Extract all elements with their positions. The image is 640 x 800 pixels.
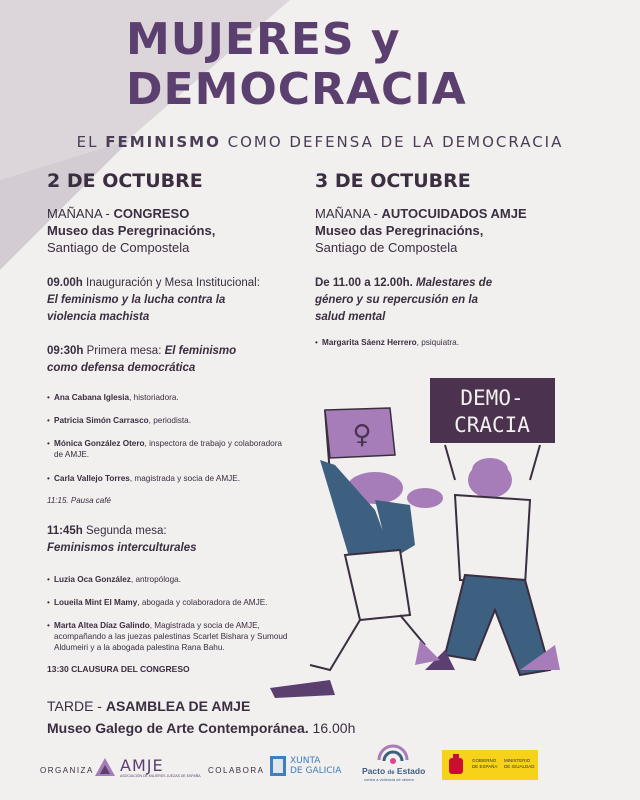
spain-coat-of-arms-icon: [446, 754, 466, 776]
panel1-speaker-4: • Carla Vallejo Torres, magistrada y socia de AMJE.: [54, 473, 240, 484]
gobierno-logo: [442, 750, 538, 780]
ministerio-text: MINISTERIO DE IGUALDAD: [504, 758, 535, 769]
xunta-logo-text: XUNTA DE GALICIA: [290, 756, 342, 776]
sign-line-1: DEMO-: [460, 386, 524, 410]
gobierno-text: GOBIERNO DE ESPAÑA: [472, 758, 498, 769]
sign-line-2: CRACIA: [454, 413, 530, 437]
evening-session: TARDE - ASAMBLEA DE AMJE Museo Galego de Arte Contemporánea. 16.00h: [47, 698, 356, 736]
day2-topic: De 11.00 a 12.00h. Malestares de género y su repercusión en la salud mental: [315, 277, 493, 323]
subtitle: EL FEMINISMO COMO DEFENSA DE LA DEMOCRACIA: [76, 133, 564, 151]
day1-item2: 09:30h Primera mesa: El feminismo como defensa democrática: [47, 345, 237, 374]
pacto-logo-icon: [373, 742, 413, 766]
panel1-speaker-3: • Mónica González Otero, inspectora de trabajo y colaboradora de AMJE.: [54, 438, 314, 460]
title-line-1: MUJERES y: [126, 14, 401, 65]
closing: 13:30 CLAUSURA DEL CONGRESO: [47, 664, 190, 674]
day1-item3: 11:45h Segunda mesa: Feminismos interculturales: [47, 525, 197, 554]
coffee-break: 11:15. Pausa café: [47, 496, 111, 505]
panel2-speaker-1: • Luzia Oca González, antropóloga.: [54, 574, 181, 585]
pacto-logo-text: Pacto de Estado: [362, 766, 426, 776]
amje-logo-icon: [94, 757, 116, 777]
panel1-speaker-1: • Ana Cabana Iglesia, historiadora.: [54, 392, 179, 403]
xunta-flag-icon: [270, 756, 286, 776]
day1-session: MAÑANA - CONGRESO Museo das Peregrinacións, Santiago de Compostela: [47, 206, 216, 255]
panel1-speaker-2: • Patricia Simón Carrasco, periodista.: [54, 415, 191, 426]
day2-speaker: • Margarita Sáenz Herrero, psiquiatra.: [322, 337, 459, 348]
venus-symbol: ♀: [352, 420, 372, 450]
day2-session: MAÑANA - AUTOCUIDADOS AMJE Museo das Peregrinacións, Santiago de Compostela: [315, 206, 527, 255]
organiza-label: ORGANIZA: [40, 766, 94, 775]
colabora-label: COLABORA: [208, 766, 265, 775]
panel2-speaker-3: • Marta Altea Díaz Galindo, Magistrada y socia de AMJE, acompañando a las juezas palestinas Scarlet Bishara y Sumoud Aldumeiri y a la abogada palestina Rana Bahu.: [54, 620, 324, 653]
panel2-speaker-2: • Loueila Mint El Mamy, abogada y colaboradora de AMJE.: [54, 597, 267, 608]
day2-date: 3 DE OCTUBRE: [315, 170, 471, 192]
day1-date: 2 DE OCTUBRE: [47, 170, 203, 192]
amje-logo-text: AMJE: [120, 756, 164, 775]
amje-logo-sub: ASOCIACIÓN DE MUJERES JUEZAS DE ESPAÑA: [120, 774, 201, 778]
illustration: [250, 370, 570, 700]
pacto-logo-sub: contra a violencia de xénero: [364, 777, 415, 782]
title-line-2: DEMOCRACIA: [126, 64, 467, 115]
day1-item1: 09.00h Inauguración y Mesa Institucional: El feminismo y la lucha contra la violencia machista: [47, 277, 260, 323]
